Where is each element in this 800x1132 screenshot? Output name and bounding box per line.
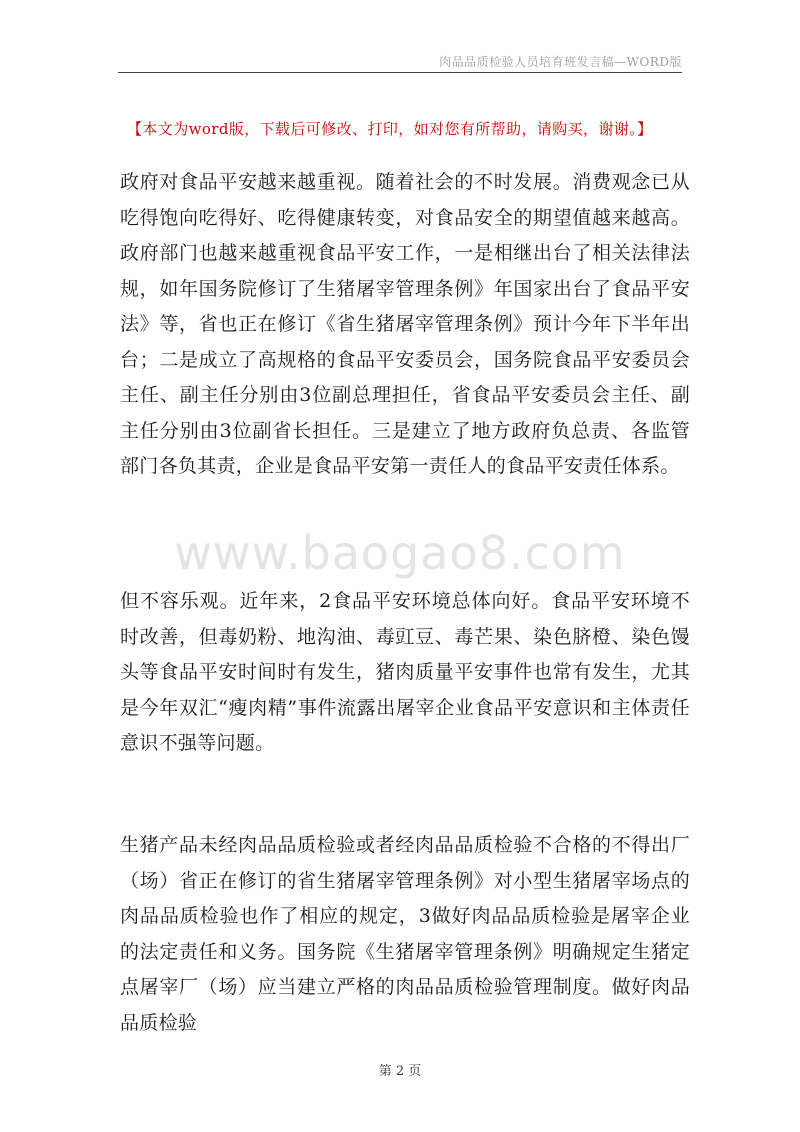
download-notice: 【本文为word版，下载后可修改、打印，如对您有所帮助，请购买，谢谢。】 (127, 120, 653, 138)
body-paragraph: 但不容乐观。近年来，2食品平安环境总体向好。食品平安环境不时改善，但毒奶粉、地沟油、毒豇豆、毒芒果、染色脐橙、染色馒头等食品平安时间时有发生，猪肉质量平安事件也常有发生，尤其是今年双汇“瘦肉精”事件流露出屠宰企业食品平安意识和主体责任意识不强等问题。 (120, 590, 690, 754)
body-paragraph: 政府对食品平安越来越重视。随着社会的不时发展。消费观念已从吃得饱向吃得好、吃得健康转变，对食品安全的期望值越来越高。政府部门也越来越重视食品平安工作，一是相继出台了相关法律法规，如年国务院修订了生猪屠宰管理条例》年国家出台了食品平安法》等，省也正在修订《省生猪屠宰管理条例》预计今年下半年出台；二是成立了高规格的食品平安委员会，国务院食品平安委员会主任、副主任分别由3位副总理担任，省食品平安委员会主任、副主任分别由3位副省长担任。三是建立了地方政府负总责、各监管部门各负其责，企业是食品平安第一责任人的食品平安责任体系。 (120, 171, 690, 477)
watermark: www.baogao8.com (174, 526, 626, 580)
header-divider (118, 72, 682, 73)
body-paragraph: 生猪产品未经肉品品质检验或者经肉品品质检验不合格的不得出厂（场）省正在修订的省生猪屠宰管理条例》对小型生猪屠宰场点的肉品品质检验也作了相应的规定，3做好肉品品质检验是屠宰企业的法定责任和义务。国务院《生猪屠宰管理条例》明确规定生猪定点屠宰厂（场）应当建立严格的肉品品质检验管理制度。做好肉品品质检验 (120, 834, 690, 1034)
document-header-title: 肉品品质检验人员培育班发言稿—WORD版 (439, 55, 682, 69)
page-number: 第 2 页 (378, 1064, 422, 1079)
